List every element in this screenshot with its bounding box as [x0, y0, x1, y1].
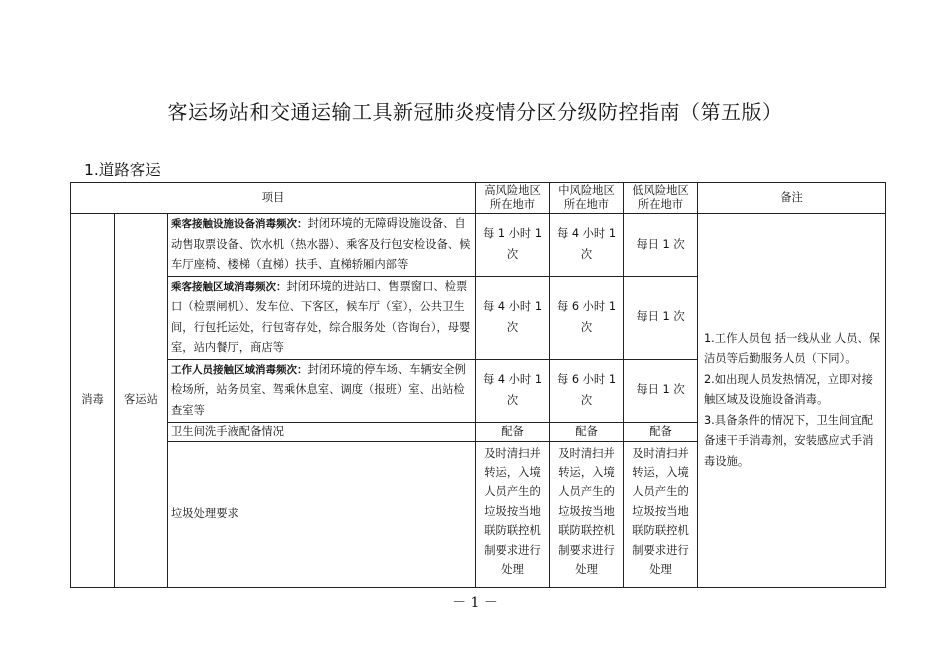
note-item: 3.具备条件的情况下，卫生间宜配备速干手消毒剂，安装感应式手消毒设施。 — [704, 413, 874, 468]
mid-value: 及时清扫并转运，入境人员产生的垃圾按当地联防联控机制要求进行处理 — [550, 441, 624, 587]
item-text: 封闭环境的无障碍设施设备、自动售取票设备、饮水机（热水器）、乘客及行包安检设备、候车厅座椅、楼梯（直梯）扶手、直梯轿厢内部等 — [171, 217, 471, 271]
item-text: 封闭环境的进站口、售票窗口、检票口（检票闸机）、发车位、下客区，候车厅（室），公共卫生间，行包托运处，行包寄存处，综合服务处（咨询台），母婴室，站内餐厅，商店等 — [171, 279, 471, 354]
note-item: 1.工作人员包 括一线从业 人员、保洁员等后勤服务人员（下同）。 — [704, 331, 881, 365]
mid-value: 每 4 小时 1 次 — [550, 214, 624, 277]
low-value: 及时清扫并转运，入境人员产生的垃圾按当地联防联控机制要求进行处理 — [624, 441, 698, 587]
section-heading: 1.道路客运 — [84, 161, 161, 179]
low-value: 每日 1 次 — [624, 214, 698, 277]
guideline-table — [70, 182, 886, 588]
high-value: 每 4 小时 1 次 — [476, 276, 550, 359]
category-station: 客运站 — [115, 214, 168, 588]
mid-value: 每 6 小时 1 次 — [550, 276, 624, 359]
header-row — [71, 183, 886, 214]
header-low-risk: 低风险地区所在地市 — [624, 183, 698, 214]
header-item: 项目 — [71, 183, 476, 214]
item-cell — [168, 359, 476, 422]
low-value: 配备 — [624, 422, 698, 441]
document-title: 客运场站和交通运输工具新冠肺炎疫情分区分级防控指南（第五版） — [167, 100, 783, 124]
item-cell — [168, 276, 476, 359]
item-label: 工作人员接触区域消毒频次： — [171, 363, 308, 376]
mid-value: 配备 — [550, 422, 624, 441]
high-value: 及时清扫并转运，入境人员产生的垃圾按当地联防联控机制要求进行处理 — [476, 441, 550, 587]
high-value: 每 1 小时 1 次 — [476, 214, 550, 277]
mid-value: 每 6 小时 1 次 — [550, 359, 624, 422]
low-value: 每日 1 次 — [624, 276, 698, 359]
low-value: 每日 1 次 — [624, 359, 698, 422]
table-row — [71, 214, 886, 277]
high-value: 每 4 小时 1 次 — [476, 359, 550, 422]
header-high-risk: 高风险地区所在地市 — [476, 183, 550, 214]
note-item: 2.如出现人员发热情况，立即对接触区域及设施设备消毒。 — [704, 372, 873, 406]
item-cell: 卫生间洗手液配备情况 — [168, 422, 476, 441]
category-disinfection: 消毒 — [71, 214, 115, 588]
notes-cell — [698, 214, 886, 588]
high-value: 配备 — [476, 422, 550, 441]
item-text: 封闭环境的停车场、车辆安全例检场所，站务员室、驾乘休息室、调度（报班）室、出站检查室等 — [171, 362, 466, 417]
header-note: 备注 — [698, 183, 886, 214]
page-number: － 1 － — [452, 595, 498, 611]
item-label: 乘客接触设施设备消毒频次： — [171, 218, 308, 230]
item-cell: 垃圾处理要求 — [168, 441, 476, 587]
item-label: 乘客接触区域消毒频次： — [171, 280, 287, 293]
header-mid-risk: 中风险地区所在地市 — [550, 183, 624, 214]
item-cell — [168, 214, 476, 277]
